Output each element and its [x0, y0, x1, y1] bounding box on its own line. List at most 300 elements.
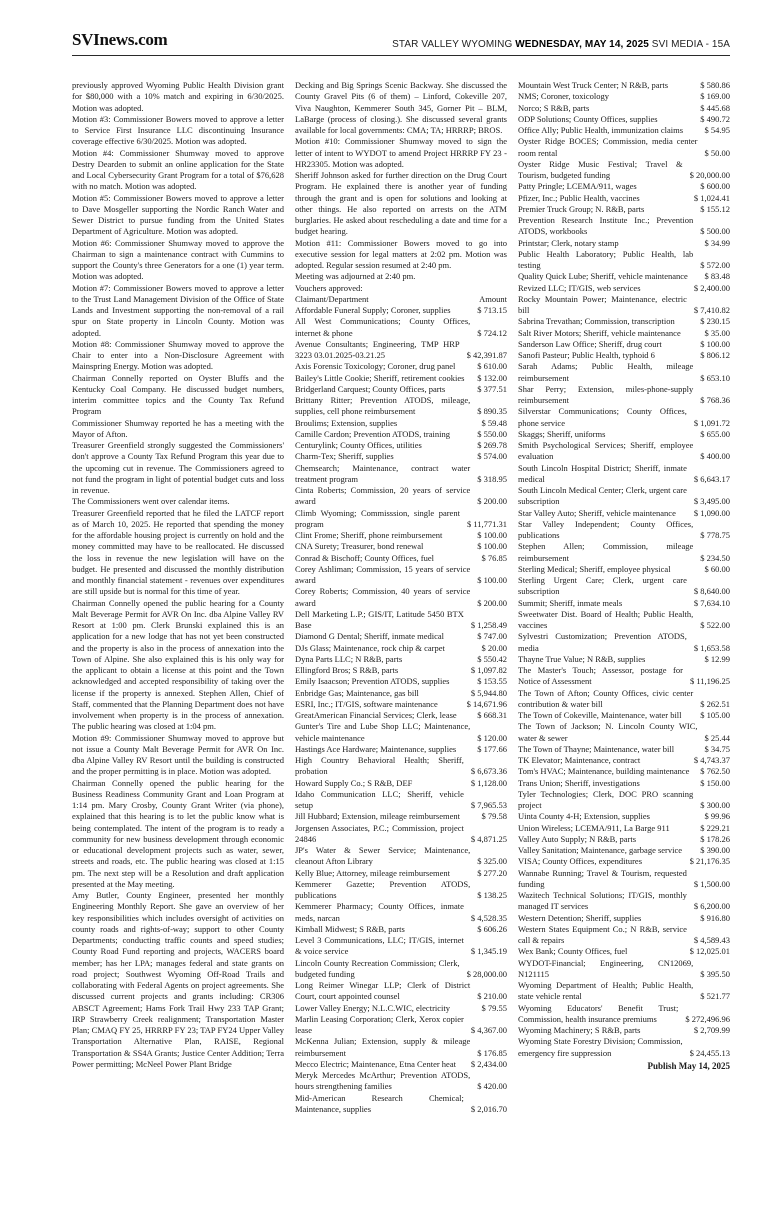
paragraph: The Commissioners went over calendar items.	[72, 496, 230, 507]
voucher-row	[518, 575, 730, 598]
voucher-amount: $ 177.66	[477, 743, 507, 754]
voucher-row	[518, 384, 730, 407]
voucher-row	[295, 1059, 507, 1070]
voucher-amount: $ 11,196.25	[689, 676, 730, 687]
voucher-claimant: Lower Valley Energy; N.L.C.WIC, electricity	[295, 1002, 451, 1013]
voucher-row	[295, 339, 507, 362]
voucher-amount: $ 105.00	[700, 710, 730, 720]
voucher-amount: $ 20,000.00	[689, 170, 730, 180]
voucher-row	[518, 103, 730, 114]
voucher-claimant: South Lincoln Medical Center; Clerk, urgent care subscription	[518, 485, 687, 507]
voucher-row	[295, 586, 507, 609]
voucher-claimant: Kimball Midwest; S R&B, parts	[295, 923, 405, 934]
voucher-amount: $ 277.20	[477, 867, 507, 878]
voucher-amount: $ 7,965.53	[470, 800, 507, 810]
voucher-claimant: Ellingford Bros; S R&B, parts	[295, 665, 399, 675]
voucher-claimant: Sterling Medical; Sheriff, employee physical	[518, 563, 671, 574]
voucher-row	[518, 316, 730, 327]
voucher-amount: $ 153.55	[477, 676, 507, 687]
voucher-claimant: WYDOT-Financial; Engineering, CN12069, N121115	[518, 957, 694, 979]
voucher-claimant: Sanderson Law Office; Sheriff, drug court	[518, 338, 662, 349]
voucher-row	[295, 643, 507, 654]
voucher-amount: $ 76.85	[481, 552, 507, 563]
voucher-amount: $ 4,528.35	[470, 912, 507, 923]
column-2	[295, 80, 507, 1115]
voucher-amount: $ 318.95	[477, 473, 507, 484]
voucher-claimant: Tom's HVAC; Maintenance, building maintenance	[518, 766, 690, 777]
site-title[interactable]: SVInews.com	[72, 30, 168, 49]
voucher-amount: $ 390.00	[700, 845, 730, 855]
paragraph: Meeting was adjourned at 2:40 pm.	[295, 271, 416, 282]
voucher-row	[295, 463, 507, 486]
voucher-row	[518, 1036, 730, 1059]
voucher-row	[295, 305, 507, 316]
voucher-amount: $ 2,400.00	[693, 282, 730, 293]
voucher-row	[295, 935, 507, 958]
voucher-row	[518, 789, 730, 812]
voucher-row	[295, 879, 507, 902]
voucher-amount: $ 610.00	[477, 361, 507, 372]
masthead	[72, 30, 730, 56]
voucher-claimant: The Town of Thayne; Maintenance, water bill	[518, 743, 675, 754]
voucher-row	[295, 609, 507, 632]
voucher-row	[518, 204, 730, 215]
voucher-row	[518, 339, 730, 350]
voucher-row	[518, 114, 730, 125]
voucher-row	[518, 980, 730, 1003]
voucher-claimant: Corey Ashliman; Commission, 15 years of service award	[295, 563, 471, 585]
voucher-amount: $ 778.75	[700, 530, 730, 540]
voucher-claimant: Valley Sanitation; Maintenance, garbage service	[518, 845, 683, 855]
voucher-amount: $ 325.00	[477, 856, 507, 867]
voucher-claimant: Pfizer, Inc.; Public Health, vaccines	[518, 192, 640, 203]
voucher-row	[295, 721, 507, 744]
voucher-amount: $ 24,455.13	[689, 1047, 730, 1058]
voucher-row	[518, 429, 730, 440]
voucher-row	[518, 125, 730, 136]
voucher-claimant: Idaho Communication LLC; Sheriff, vehicle setup	[295, 788, 464, 810]
publish-line: Publish May 14, 2025	[647, 1060, 730, 1071]
voucher-claimant: Affordable Funeral Supply; Coroner, supplies	[295, 305, 451, 315]
paragraph: Vouchers approved:	[295, 282, 363, 293]
voucher-claimant: High Country Behavioral Health; Sheriff, probation	[295, 755, 464, 777]
voucher-claimant: ODP Solutions; County Offices, supplies	[518, 113, 658, 124]
voucher-row	[295, 811, 507, 822]
voucher-amount: $ 50.00	[704, 147, 730, 158]
voucher-claimant: Jill Hubbard; Extension, mileage reimbursement	[295, 811, 461, 822]
voucher-row	[518, 946, 730, 957]
voucher-row	[295, 631, 507, 642]
voucher-row	[518, 845, 730, 856]
voucher-row	[295, 1070, 507, 1093]
voucher-row	[518, 564, 730, 575]
voucher-claimant: Emily Isaacson; Prevention ATODS, supplies	[295, 676, 450, 687]
voucher-amount: $ 100.00	[477, 575, 507, 585]
voucher-row	[295, 676, 507, 687]
voucher-row	[518, 215, 730, 238]
voucher-claimant: Bailey's Little Cookie; Sheriff, retirement cookies	[295, 372, 465, 383]
voucher-row	[295, 789, 507, 812]
voucher-row	[518, 609, 730, 632]
voucher-amount: $ 890.35	[477, 406, 507, 417]
voucher-amount: $ 34.99	[704, 237, 730, 248]
voucher-claimant: Wazitech Technical Solutions; IT/GIS, monthly managed IT services	[518, 890, 687, 912]
voucher-claimant: Dell Marketing L.P.; GIS/IT, Latitude 5450 BTX Base	[295, 608, 464, 630]
voucher-amount: $ 20.00	[481, 642, 507, 653]
voucher-amount: $ 4,743.37	[693, 755, 730, 765]
voucher-claimant: Star Valley Independent; County Offices, publications	[518, 518, 694, 540]
voucher-claimant: Gunter's Tire and Lube Shop LLC; Maintenance, vehicle maintenance	[295, 721, 471, 743]
voucher-row	[295, 373, 507, 384]
paragraph: Motion #4: Commissioner Shumway moved to approve Destry Dearden to submit an online application for the State and Local Cybersecurity Grant Program for a total of $76,628 with no match. Motion was adopted.	[72, 147, 284, 192]
voucher-claimant: Printstar; Clerk, notary stamp	[518, 237, 619, 248]
voucher-claimant: The Master's Touch; Assessor, postage for Notice of Assessment	[518, 665, 683, 687]
voucher-claimant: Sanofi Pasteur; Public Health, typhoid 6	[518, 350, 655, 360]
voucher-claimant: Uinta County 4-H; Extension, supplies	[518, 811, 650, 822]
paragraph: Motion #3: Commissioner Bowers moved to approve a letter to Service First Insurance LLC discontinuing Insurance coverage effective 6/30/2025. Motion was adopted.	[72, 113, 284, 147]
voucher-amount: $ 60.00	[704, 563, 730, 574]
voucher-amount: $ 1,097.82	[470, 665, 507, 675]
voucher-row	[295, 316, 507, 339]
voucher-claimant: All West Communications; County Offices, internet & phone	[295, 316, 471, 338]
edition-location: STAR VALLEY WYOMING	[392, 39, 516, 50]
voucher-claimant: Centurylink; County Offices, utilities	[295, 440, 422, 450]
voucher-amount: $ 395.50	[700, 968, 730, 979]
voucher-amount: $ 713.15	[477, 305, 507, 315]
voucher-row	[295, 665, 507, 676]
voucher-amount: $ 1,500.00	[693, 878, 730, 889]
voucher-row	[518, 136, 730, 159]
voucher-claimant: McKenna Julian; Extension, supply & mileage reimbursement	[295, 1036, 471, 1058]
voucher-amount: $ 724.12	[477, 327, 507, 338]
voucher-claimant: Skaggs; Sheriff, uniforms	[518, 428, 606, 439]
voucher-amount: $ 806.12	[700, 350, 730, 360]
paragraph: Motion #8: Commissioner Shumway moved to approve the Chair to enter into a Non-Disclosure Agreement with Mainspring Energy. Motion was adopted.	[72, 338, 284, 372]
voucher-claimant: Chemsearch; Maintenance, contract water treatment program	[295, 462, 471, 484]
paragraph: Motion #7: Commissioner Bowers moved to approve a letter to the Trust Land Management Division of the Office of State Lands and Investment supporting the non-removal of a rail spur on State property in Lincoln County. Motion was adopted.	[72, 282, 284, 338]
voucher-row	[518, 159, 730, 182]
voucher-row	[295, 440, 507, 451]
voucher-amount: $ 500.00	[700, 226, 730, 237]
page-content	[72, 80, 730, 1115]
voucher-claimant: Jorgensen Associates, P.C.; Commission, project 24846	[295, 822, 464, 844]
voucher-amount: $ 132.00	[477, 372, 507, 383]
voucher-row	[295, 924, 507, 935]
voucher-claimant: Prevention Research Institute Inc.; Prevention ATODS, workbooks	[518, 215, 694, 237]
voucher-claimant: Public Health Laboratory; Public Health, lab testing	[518, 248, 694, 270]
voucher-amount: $ 14,671.96	[466, 698, 507, 709]
voucher-claimant: Charm-Tex; Sheriff, supplies	[295, 451, 394, 462]
voucher-amount: $ 6,643.17	[693, 473, 730, 484]
voucher-amount: $ 100.00	[700, 338, 730, 349]
voucher-claimant: Cinta Roberts; Commission, 20 years of service award	[295, 485, 471, 507]
voucher-row	[295, 418, 507, 429]
voucher-claimant: Summit; Sheriff, inmate meals	[518, 597, 623, 608]
voucher-amount: $ 1,128.00	[470, 777, 507, 788]
voucher-row	[518, 811, 730, 822]
voucher-amount: $ 100.00	[477, 541, 507, 552]
voucher-row	[518, 463, 730, 486]
voucher-amount: $ 234.50	[700, 552, 730, 563]
voucher-claimant: The Town of Cokeville, Maintenance, water bill	[518, 710, 682, 720]
voucher-amount: $ 655.00	[700, 428, 730, 439]
voucher-amount: $ 12.99	[704, 653, 730, 664]
voucher-amount: $ 3,495.00	[693, 496, 730, 507]
voucher-row	[518, 238, 730, 249]
voucher-amount: $ 54.95	[704, 125, 730, 135]
voucher-claimant: DJs Glass; Maintenance, rock chip & carpet	[295, 642, 445, 653]
voucher-row	[518, 1025, 730, 1036]
voucher-row	[295, 564, 507, 587]
voucher-claimant: Camille Cardon; Prevention ATODS, training	[295, 428, 450, 439]
voucher-amount: $ 11,771.31	[466, 518, 507, 529]
voucher-row	[295, 1003, 507, 1014]
voucher-claimant: VISA; County Offices, expenditures	[518, 856, 643, 867]
voucher-amount: $ 6,200.00	[693, 901, 730, 912]
voucher-amount: $ 400.00	[700, 451, 730, 462]
voucher-amount: $ 83.48	[704, 271, 730, 282]
voucher-row	[295, 395, 507, 418]
voucher-amount: $ 1,258.49	[470, 620, 507, 630]
voucher-claimant: Kemmerer Gazette; Prevention ATODS, publications	[295, 878, 471, 900]
voucher-claimant: Level 3 Communications, LLC; IT/GIS, internet & voice service	[295, 935, 464, 957]
voucher-row	[518, 710, 730, 721]
voucher-claimant: Sterling Urgent Care; Clerk, urgent care subscription	[518, 575, 687, 597]
voucher-claimant: Trans Union; Sheriff, investigations	[518, 777, 640, 788]
voucher-row	[295, 710, 507, 721]
voucher-row	[295, 755, 507, 778]
voucher-amount: $ 8,640.00	[693, 586, 730, 597]
voucher-row	[518, 508, 730, 519]
voucher-row	[295, 508, 507, 531]
voucher-claimant: Revized LLC; IT/GIS, web services	[518, 282, 641, 293]
voucher-amount: $ 550.00	[477, 428, 507, 439]
voucher-claimant: ESRI, Inc.; IT/GIS, software maintenance	[295, 698, 438, 709]
voucher-row	[295, 744, 507, 755]
voucher-amount: $ 79.58	[481, 811, 507, 822]
voucher-claimant: Mecco Electric; Maintenance, Etna Center heat	[295, 1058, 456, 1069]
voucher-row	[518, 778, 730, 789]
voucher-row	[518, 91, 730, 102]
voucher-amount: $ 1,653.58	[693, 642, 730, 653]
voucher-claimant: Sarah Adams; Public Health, mileage reimbursement	[518, 361, 694, 383]
voucher-row	[518, 271, 730, 282]
voucher-amount: $ 150.00	[700, 777, 730, 788]
voucher-amount: $ 42,391.87	[466, 350, 507, 360]
voucher-amount: $ 2,016.70	[470, 1103, 507, 1114]
voucher-amount: $ 138.25	[477, 890, 507, 900]
voucher-row	[518, 755, 730, 766]
voucher-row	[295, 901, 507, 924]
voucher-claimant: Long Reimer Winegar LLP; Clerk of District Court, court appointed counsel	[295, 980, 471, 1002]
voucher-row	[518, 406, 730, 429]
voucher-row	[295, 429, 507, 440]
voucher-claimant: Wannabe Running; Travel & Tourism, requested funding	[518, 867, 687, 889]
voucher-amount: $ 4,367.00	[470, 1025, 507, 1035]
voucher-claimant: Conrad & Bischoff; County Offices, fuel	[295, 552, 434, 563]
voucher-claimant: Oyster Ridge BOCES; Commission, media center room rental	[518, 136, 698, 158]
voucher-row	[518, 890, 730, 913]
voucher-claimant: Rocky Mountain Power; Maintenance, electric bill	[518, 293, 687, 315]
voucher-amount: $ 580.86	[700, 80, 730, 90]
voucher-row	[295, 823, 507, 846]
paragraph: previously approved Wyoming Public Health Division grant for $80,000 with a 10% match and expiring in 6/30/2025. Motion was adopted.	[72, 80, 284, 113]
voucher-row	[518, 193, 730, 204]
column-1	[72, 80, 284, 1115]
voucher-claimant: CNA Surety; Treasurer, bond renewal	[295, 541, 424, 552]
voucher-row	[518, 631, 730, 654]
voucher-row	[518, 665, 730, 688]
voucher-amount: $ 5,944.80	[470, 687, 507, 698]
voucher-amount: $ 572.00	[700, 260, 730, 270]
voucher-header-amount: Amount	[479, 293, 507, 304]
paragraph: Chairman Connelly reported on Oyster Bluffs and the Kentucky Coal Company. He discussed budget numbers, interim committee topics and the County Tax Refund Program	[72, 372, 284, 417]
voucher-amount: $ 550.42	[477, 653, 507, 664]
voucher-row	[295, 980, 507, 1003]
voucher-row	[518, 440, 730, 463]
voucher-claimant: Western Detention; Sheriff, supplies	[518, 912, 642, 923]
voucher-amount: $ 668.31	[477, 710, 507, 720]
voucher-amount: $ 521.77	[700, 991, 730, 1002]
voucher-amount: $ 28,000.00	[466, 968, 507, 979]
voucher-claimant: Howard Supply Co.; S R&B, DEF	[295, 777, 413, 788]
voucher-list-header	[295, 294, 507, 305]
voucher-row	[518, 958, 730, 981]
voucher-row	[518, 519, 730, 542]
voucher-amount: $ 35.00	[704, 327, 730, 338]
voucher-row	[295, 1014, 507, 1037]
voucher-row	[518, 823, 730, 834]
voucher-claimant: Dyna Parts LLC; N R&B, parts	[295, 653, 403, 664]
voucher-claimant: Hastings Ace Hardware; Maintenance, supplies	[295, 743, 457, 754]
voucher-amount: $ 79.55	[481, 1002, 507, 1013]
voucher-claimant: Clint Frome; Sheriff, phone reimbursement	[295, 530, 443, 540]
paragraph: Commissioner Shumway reported he has a meeting with the Mayor of Afton.	[72, 417, 284, 439]
voucher-amount: $ 2,434.00	[470, 1058, 507, 1069]
voucher-claimant: Axis Forensic Toxicology; Coroner, drug panel	[295, 361, 456, 372]
paragraph: Motion #6: Commissioner Shumway moved to approve the Chairman to sign a maintenance contract with Cummins to support the County's three Generators for a one (1) year term. Motion was adopted.	[72, 237, 284, 282]
paragraph: Amy Butler, County Engineer, presented her monthly Engineering Monthly Report. She gave an overview of her key responsibilities which includes oversight of activities on county roads and rights-of-way; support to other County Departments; conducting traffic counts and speed studies; County Road Fund reporting and projects, WACERS board member; has her LPA; manages federal and state grants on road project; Southwest Wyoming Off-Road Trails and collaborating with Federal Agents on project agreements. She discussed current projects and grants including: CR306 ABSCT Agreement; Hams Fork Trail Hwy 233 TAP Grant; IRP Strawberry Creek realignment; Transportation Master Plan; CMAQ FY 25, HRRRP FY 23; TAP FY24 Upper Valley Transportation Alternative Plan, RAISE, Regional Transportation & SS4A Grants; Justice Center Addition; Terra Power permitting; McNeel Power Plant Bridge	[72, 890, 284, 1069]
voucher-claimant: South Lincoln Hospital District; Sheriff, inmate medical	[518, 462, 687, 484]
voucher-amount: $ 176.85	[477, 1047, 507, 1058]
voucher-row	[518, 181, 730, 192]
voucher-amount: $ 6,673.36	[470, 766, 507, 777]
paragraph: Sheriff Johnson asked for further direction on the Drug Court Program. He explained there is another year of funding through the grant and is open for solutions and looking at other things. He also reported on arrests on the ATM burglaries. He asked about rescheduling a date and time for a budget hearing.	[295, 170, 507, 237]
column-3	[518, 80, 730, 1115]
voucher-claimant: Lincoln County Recreation Commission; Clerk, budgeted funding	[295, 957, 460, 979]
voucher-claimant: Enbridge Gas; Maintenance, gas bill	[295, 687, 419, 698]
voucher-row	[518, 721, 730, 744]
voucher-row	[295, 553, 507, 564]
voucher-claimant: Meryk Mercedes McArthur; Prevention ATODS, hours strengthening families	[295, 1070, 471, 1092]
paragraph: Motion #9: Commissioner Shumway moved to approve but not issue a County Malt Beverage Permit for AVR On Inc. dba Alpine Valley RV Resort until the building is constructed and the proper permitting is in place. Motion was adopted.	[72, 732, 284, 777]
voucher-row	[518, 834, 730, 845]
voucher-claimant: Climb Wyoming; Commisssion, single parent program	[295, 507, 460, 529]
voucher-claimant: Patty Pringle; LCEMA/911, wages	[518, 181, 637, 192]
voucher-row	[295, 778, 507, 789]
voucher-amount: $ 600.00	[700, 181, 730, 192]
voucher-claimant: Western States Equipment Co.; N R&B, service call & repairs	[518, 923, 687, 945]
voucher-row	[295, 699, 507, 710]
voucher-claimant: Salt River Motors; Sheriff, vehicle maintenance	[518, 327, 681, 338]
paragraph: Chairman Connelly opened the public hearing for the Business Readiness Community Grant and Loan Program at 1:14 pm. Mary Crosby, County Grant Writer (via phone), explained that this hearing is to let the public know what is being contemplated. The intent of the program is to ready a community for new business development through economic or educational development projects such as water, sewer, streets and roads, etc. The public hearing was closed at 1:15 pm. The next step will be a Resolution and draft application presented at the May meeting.	[72, 777, 284, 889]
voucher-header-claimant: Claimant/Department	[295, 293, 369, 304]
voucher-row	[518, 868, 730, 891]
voucher-row	[518, 856, 730, 867]
voucher-claimant: Avenue Consultants; Engineering, TMP HRP 3223 03.01.2025-03.21.25	[295, 338, 460, 360]
voucher-amount: $ 762.50	[700, 766, 730, 777]
voucher-amount: $ 490.72	[700, 113, 730, 124]
voucher-claimant: Diamond G Dental; Sheriff, inmate medical	[295, 631, 445, 642]
voucher-row	[518, 654, 730, 665]
voucher-claimant: Premier Truck Group; N. R&B, parts	[518, 203, 645, 214]
voucher-row	[518, 924, 730, 947]
voucher-claimant: Office Ally; Public Health, immunization claims	[518, 125, 684, 135]
voucher-claimant: Oyster Ridge Music Festival; Travel & Tourism, budgeted funding	[518, 158, 683, 180]
voucher-row	[295, 688, 507, 699]
voucher-amount: $ 4,589.43	[693, 935, 730, 945]
voucher-row	[518, 598, 730, 609]
voucher-claimant: Sweetwater Dist. Board of Health; Public Health, vaccines	[518, 608, 694, 630]
voucher-amount: $ 269.78	[477, 440, 507, 450]
voucher-claimant: Stephen Allen; Commission, mileage reimbursement	[518, 541, 694, 563]
voucher-amount: $ 916.80	[700, 912, 730, 923]
voucher-claimant: Tyler Technologies; Clerk, DOC PRO scanning project	[518, 788, 694, 810]
voucher-amount: $ 2,709.99	[693, 1025, 730, 1035]
voucher-claimant: Shar Perry; Extension, miles-phone-supply reimbursement	[518, 383, 694, 405]
voucher-amount: $ 377.51	[477, 383, 507, 394]
voucher-row	[295, 361, 507, 372]
edition-date: WEDNESDAY, MAY 14, 2025	[515, 39, 649, 50]
voucher-claimant: Wex Bank; County Offices, fuel	[518, 946, 628, 957]
voucher-claimant: Smith Psychological Services; Sheriff, employee evaluation	[518, 440, 694, 462]
voucher-claimant: Thayne True Value; N R&B, supplies	[518, 653, 646, 664]
voucher-amount: $ 7,410.82	[693, 305, 730, 315]
voucher-amount: $ 200.00	[477, 597, 507, 608]
voucher-claimant: Marlin Leasing Corporation; Clerk, Xerox copier lease	[295, 1013, 464, 1035]
voucher-amount: $ 12,025.01	[689, 946, 730, 957]
voucher-row	[295, 845, 507, 868]
voucher-amount: $ 262.51	[700, 698, 730, 709]
voucher-row	[295, 1093, 507, 1116]
voucher-amount: $ 229.21	[700, 822, 730, 833]
voucher-row	[518, 766, 730, 777]
voucher-row	[295, 541, 507, 552]
voucher-amount: $ 25.44	[704, 732, 730, 743]
voucher-amount: $ 1,024.41	[693, 192, 730, 203]
voucher-row	[518, 80, 730, 91]
voucher-row	[518, 249, 730, 272]
voucher-amount: $ 155.12	[700, 203, 730, 214]
voucher-claimant: Mid-American Research Chemical; Maintenance, supplies	[295, 1092, 464, 1114]
voucher-row	[518, 541, 730, 564]
edition-line	[392, 39, 730, 50]
voucher-row	[295, 530, 507, 541]
voucher-row	[518, 328, 730, 339]
paragraph: Chairman Connelly opened the public hearing for a County Malt Beverage Permit for AVR On Inc. dba Alpine Valley RV Resort at 1:00 pm. Clerk Brunski explained this is an application for a new lodge that has not yet been constructed and the property is also in the process of annexation into the Town of Alpine. She also explained this is his only way for the applicant to obtain a license at this point and the Town acknowledged and accepted responsibility of taking over the license if the property is annexed. Stephen Allen, Chief of Staff, commented that the Planning Department does not have involvement when property is in the process of annexation. The public hearing was closed at 1:04 pm.	[72, 597, 284, 732]
voucher-claimant: Kelly Blue; Attorney, mileage reimbursement	[295, 867, 451, 878]
voucher-claimant: Wyoming Department of Health; Public Health, state vehicle rental	[518, 980, 694, 1002]
voucher-row	[518, 913, 730, 924]
voucher-claimant: The Town of Afton; County Offices, civic center contribution & water bill	[518, 687, 694, 709]
voucher-claimant: Quality Quick Lube; Sheriff, vehicle maintenance	[518, 271, 688, 282]
voucher-row	[518, 283, 730, 294]
voucher-claimant: GreatAmerican Financial Services; Clerk, lease	[295, 710, 457, 720]
voucher-row	[295, 451, 507, 462]
voucher-claimant: The Town of Jackson; N. Lincoln County WIC, water & sewer	[518, 721, 698, 743]
voucher-row	[295, 1036, 507, 1059]
voucher-amount: $ 1,345.19	[470, 946, 507, 957]
